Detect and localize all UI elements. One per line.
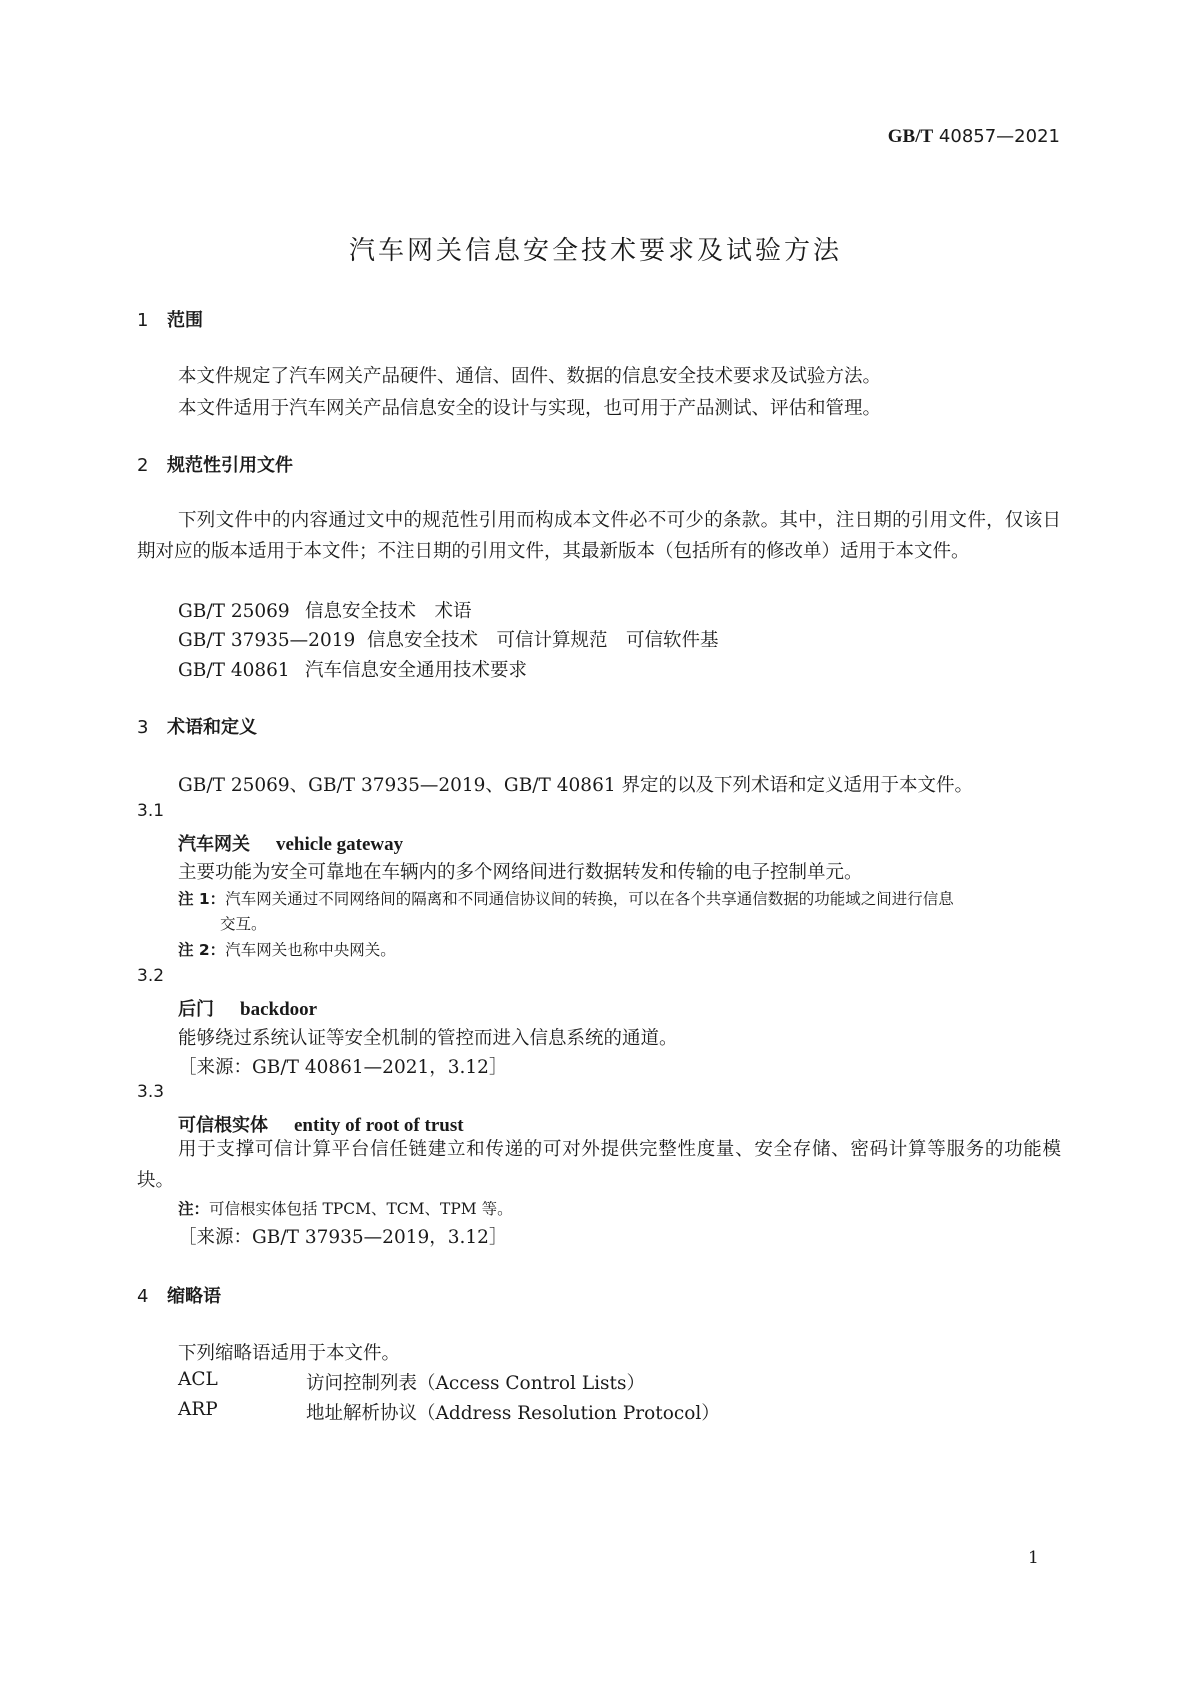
section-1-heading	[137, 306, 203, 332]
normative-reference	[178, 626, 719, 652]
term-definition: 能够绕过系统认证等安全机制的管控而进入信息系统的通道。	[178, 1028, 678, 1049]
paragraph: GB/T 25069、GB/T 37935—2019、GB/T 40861 界定的以及下列术语和定义适用于本文件。	[178, 775, 973, 796]
section-title: 缩略语	[167, 1286, 221, 1307]
section-number: 3	[137, 717, 149, 738]
term-definition: 用于支撑可信计算平台信任链建立和传递的可对外提供完整性度量、安全存储、密码计算等服务的功能模块。	[137, 1139, 1061, 1191]
term-chinese: 后门	[178, 999, 214, 1020]
reference-title: 信息安全技术 可信计算规范 可信软件基	[367, 630, 719, 651]
note-text: 汽车网关通过不同网络间的隔离和不同通信协议间的转换，可以在各个共享通信数据的功能域之间进行信息	[225, 890, 954, 908]
term-source: ［来源：GB/T 40861—2021，3.12］	[178, 1057, 508, 1078]
abbreviation: ACL	[178, 1369, 218, 1390]
page-number: 1	[1028, 1548, 1039, 1568]
standard-prefix: GB/T	[887, 126, 934, 147]
term-note	[178, 1197, 513, 1219]
term-english: vehicle gateway	[276, 834, 404, 855]
reference-title: 汽车信息安全通用技术要求	[305, 660, 528, 681]
term-chinese: 可信根实体	[178, 1115, 268, 1136]
reference-code: GB/T 37935—2019	[178, 630, 356, 651]
clause-number: 3.3	[137, 1082, 165, 1102]
standard-code: 40857—2021	[938, 126, 1060, 147]
term-english: backdoor	[240, 999, 318, 1020]
term-english: entity of root of trust	[294, 1115, 464, 1136]
note-label: 注 1：	[178, 890, 226, 908]
section-number: 2	[137, 455, 149, 476]
paragraph: 本文件适用于汽车网关产品信息安全的设计与实现，也可用于产品测试、评估和管理。	[178, 398, 882, 419]
abbreviation-expansion: 访问控制列表（Access Control Lists）	[306, 1373, 645, 1394]
reference-code: GB/T 40861	[178, 660, 290, 681]
term-entry	[178, 995, 317, 1021]
term-entry	[178, 830, 403, 856]
note-text: 汽车网关也称中央网关。	[225, 941, 396, 959]
note-text: 可信根实体包括 TPCM、TCM、TPM 等。	[209, 1200, 513, 1218]
term-note	[178, 887, 954, 909]
section-3-heading	[137, 713, 257, 739]
normative-reference	[178, 597, 472, 623]
reference-title: 信息安全技术 术语	[305, 601, 472, 622]
section-title: 范围	[167, 310, 203, 331]
clause-number: 3.2	[137, 966, 165, 986]
section-title: 术语和定义	[167, 717, 257, 738]
term-definition: 主要功能为安全可靠地在车辆内的多个网络间进行数据转发和传输的电子控制单元。	[178, 862, 863, 883]
paragraph: 下列缩略语适用于本文件。	[178, 1343, 401, 1364]
section-2-heading	[137, 451, 293, 477]
clause-number: 3.1	[137, 801, 165, 821]
normative-reference	[178, 656, 527, 682]
section-number: 4	[137, 1286, 149, 1307]
paragraph: 下列文件中的内容通过文中的规范性引用而构成本文件必不可少的条款。其中，注日期的引用文件，仅该日期对应的版本适用于本文件；不注日期的引用文件，其最新版本（包括所有的修改单）适用于本文件。	[137, 510, 1061, 562]
document-title: 汽车网关信息安全技术要求及试验方法	[348, 236, 842, 266]
term-source: ［来源：GB/T 37935—2019，3.12］	[178, 1227, 508, 1248]
reference-code: GB/T 25069	[178, 601, 290, 622]
section-title: 规范性引用文件	[167, 455, 293, 476]
section-number: 1	[137, 310, 149, 331]
term-note	[178, 938, 396, 960]
abbreviation: ARP	[178, 1399, 218, 1420]
note-label: 注：	[178, 1200, 210, 1218]
note-label: 注 2：	[178, 941, 226, 959]
standard-number	[888, 126, 1060, 148]
note-continuation: 交互。	[220, 915, 267, 933]
term-chinese: 汽车网关	[178, 834, 250, 855]
paragraph: 本文件规定了汽车网关产品硬件、通信、固件、数据的信息安全技术要求及试验方法。	[178, 366, 882, 387]
section-4-heading	[137, 1282, 221, 1308]
abbreviation-expansion: 地址解析协议（Address Resolution Protocol）	[306, 1403, 720, 1424]
